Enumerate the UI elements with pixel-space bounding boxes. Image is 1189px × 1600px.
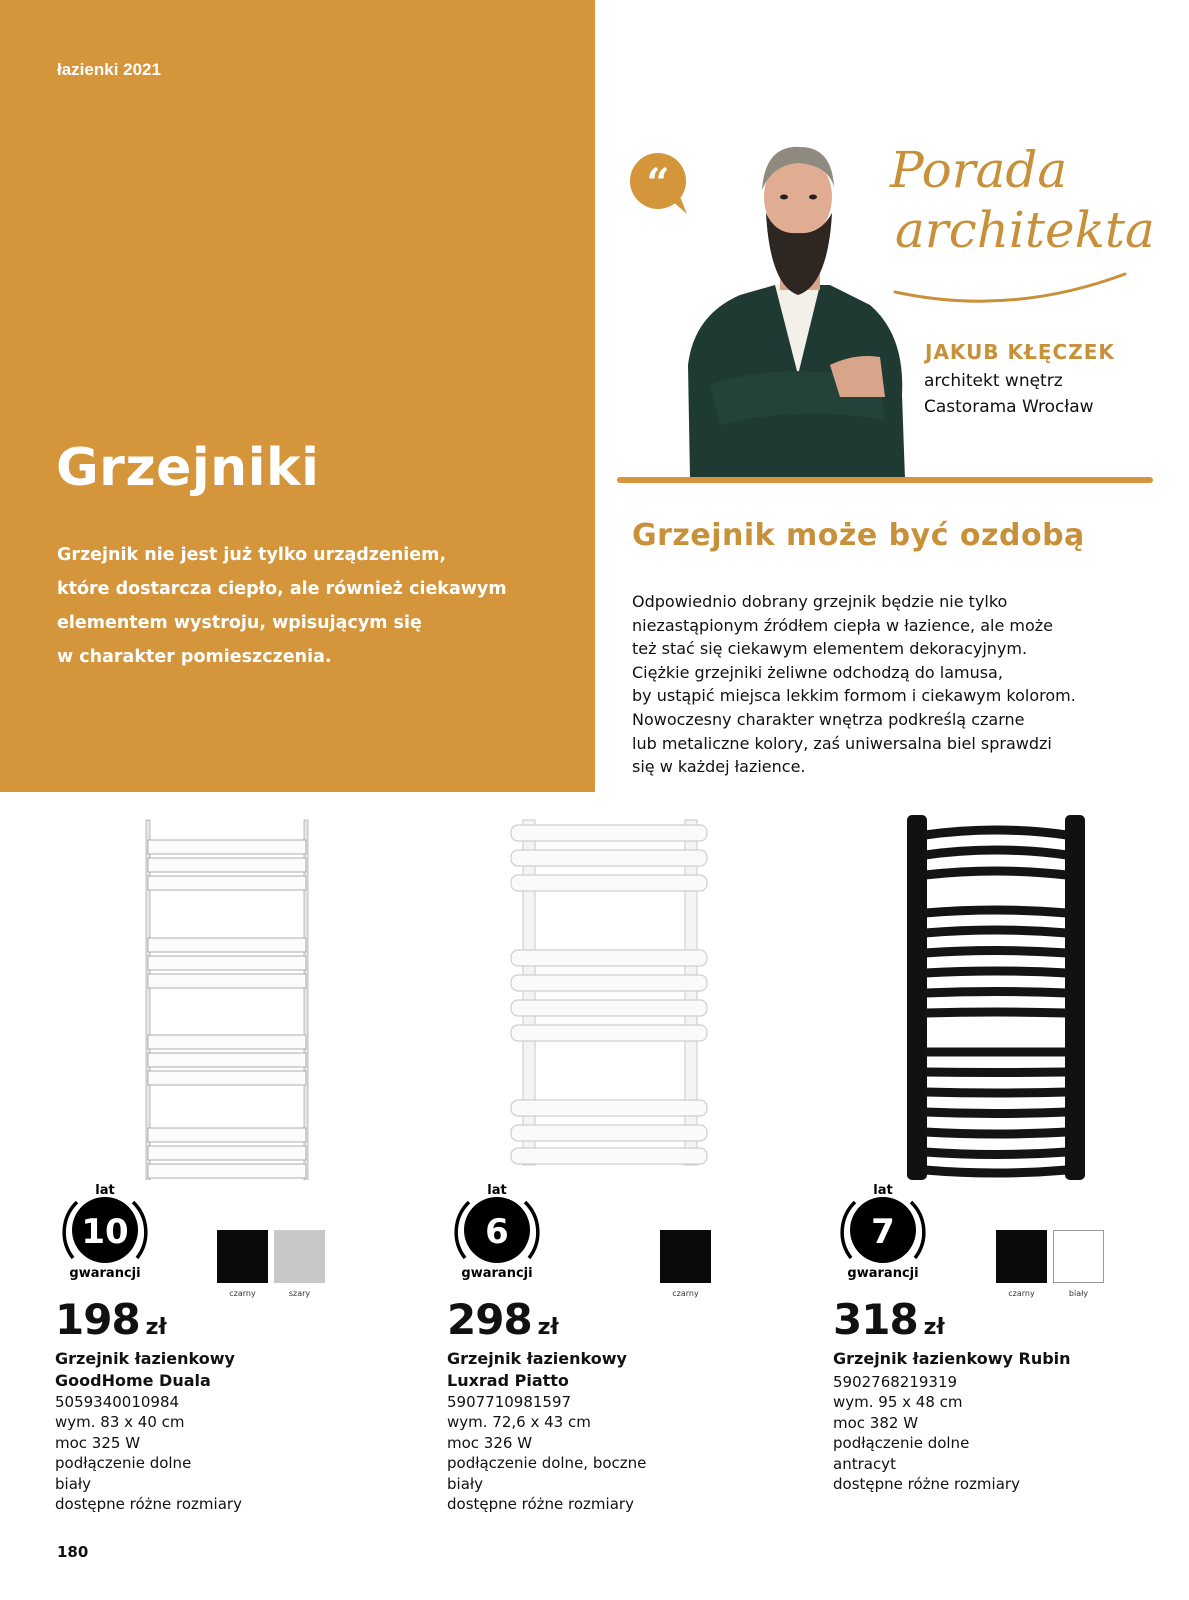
swatch-chip [1053,1230,1104,1283]
product-color: antracyt [833,1454,896,1473]
hero-panel [0,0,595,792]
product-name-line: Grzejnik łazienkowy [55,1349,235,1368]
product-name [833,1348,1071,1370]
radiator-image-goodhome-duala [138,810,318,1180]
product-specs [833,1372,1020,1494]
tip-line: Ciężkie grzejniki żeliwne odchodzą do lamusa, [632,662,1003,682]
svg-text:gwarancji: gwarancji [847,1266,919,1280]
swatch-chip [274,1230,325,1283]
product-name-line: GoodHome Duala [55,1371,211,1390]
product-ean: 5907710981597 [447,1393,572,1411]
architect-photo [680,135,910,479]
swatch-label: czarny [672,1289,699,1298]
price-currency: zł [537,1315,559,1340]
section-tag: łazienki 2021 [57,60,161,79]
architect-name: JAKUB KŁĘCZEK [925,340,1115,364]
hero-lead-line: Grzejnik nie jest już tylko urządzeniem, [57,545,447,565]
radiator-image-rubin [905,815,1095,1180]
product-name [55,1348,235,1392]
product-name-line: Grzejnik łazienkowy [447,1349,627,1368]
product-ean: 5902768219319 [833,1373,958,1391]
swatch-black[interactable] [660,1230,711,1298]
price-value: 318 [833,1295,918,1344]
advice-heading-line: architekta [895,201,1155,259]
price-value: 298 [447,1295,532,1344]
product-specs [55,1392,242,1514]
product-sizes: dostępne różne rozmiary [833,1475,1020,1494]
price-currency: zł [145,1315,167,1340]
product-power: moc 382 W [833,1413,919,1432]
svg-text:lat: lat [487,1183,507,1198]
advice-heading-line: Porada [890,141,1068,199]
swatch-chip [996,1230,1047,1283]
warranty-badge-icon [55,1180,155,1280]
product-name-line: Grzejnik łazienkowy Rubin [833,1349,1071,1368]
product-connection: podłączenie dolne [55,1454,192,1473]
product-price [833,1295,945,1350]
color-swatches [996,1230,1104,1298]
product-dimensions: wym. 72,6 x 43 cm [447,1413,591,1432]
hero-lead-line: które dostarcza ciepło, ale również ciekawym [57,579,507,599]
svg-text:lat: lat [873,1183,893,1198]
tip-line: Odpowiednio dobrany grzejnik będzie nie tylko [632,592,1008,611]
architect-role: architekt wnętrz [924,371,1063,391]
product-price [447,1295,559,1350]
svg-text:“: “ [646,160,670,207]
product-dimensions: wym. 95 x 48 cm [833,1393,963,1412]
swatch-black[interactable] [217,1230,268,1298]
tip-line: się w każdej łazience. [632,757,806,777]
product-sizes: dostępne różne rozmiary [447,1495,634,1514]
swatch-chip [217,1230,268,1283]
product-connection: podłączenie dolne, boczne [447,1454,647,1473]
product-price [55,1295,167,1350]
swatch-label: biały [1068,1289,1089,1298]
swoosh-decoration [890,262,1130,312]
product-ean: 5059340010984 [55,1393,180,1411]
hero-lead-line: elementem wystroju, wpisującym się [57,613,422,633]
swatch-label: czarny [1008,1289,1035,1298]
color-swatches [217,1230,325,1298]
product-power: moc 325 W [55,1433,141,1452]
radiator-image-luxrad-piatto [505,810,715,1170]
swatch-chip [660,1230,711,1283]
product-sizes: dostępne różne rozmiary [55,1495,242,1514]
tip-body [632,590,1152,779]
tip-line: Nowoczesny charakter wnętrza podkreślą czarne [632,709,1025,729]
product-connection: podłączenie dolne [833,1434,970,1453]
tip-line: lub metaliczne kolory, zaś uniwersalna biel sprawdzi [632,733,1052,753]
swatch-white[interactable] [1053,1230,1104,1298]
product-name-line: Luxrad Piatto [447,1371,569,1390]
svg-text:6: 6 [485,1212,509,1252]
svg-text:gwarancji: gwarancji [69,1266,141,1280]
advice-heading [880,140,1160,260]
architect-location: Castorama Wrocław [924,397,1094,417]
hero-lead [57,538,577,674]
price-currency: zł [923,1315,945,1340]
product-color: biały [447,1474,484,1493]
swatch-black[interactable] [996,1230,1047,1298]
product-power: moc 326 W [447,1433,533,1452]
product-color: biały [55,1474,92,1493]
product-specs [447,1392,646,1514]
swatch-label: szary [288,1289,311,1298]
tip-title: Grzejnik może być ozdobą [632,518,1085,553]
tip-line: też stać się ciekawym elementem dekoracyjnym. [632,639,1028,659]
svg-text:lat: lat [95,1183,115,1198]
warranty-badge-icon [833,1180,933,1280]
svg-text:7: 7 [871,1212,895,1252]
product-dimensions: wym. 83 x 40 cm [55,1413,185,1432]
hero-lead-line: w charakter pomieszczenia. [57,647,332,667]
tip-line: by ustąpić miejsca lekkim formom i ciekawym kolorom. [632,686,1076,706]
price-value: 198 [55,1295,140,1344]
swatch-label: czarny [229,1289,256,1298]
tip-line: niezastąpionym źródłem ciepła w łazience, ale może [632,615,1053,635]
page-number: 180 [57,1543,89,1561]
warranty-badge-icon [447,1180,547,1280]
page-title: Grzejniki [56,438,320,498]
color-swatches [660,1230,711,1298]
svg-text:gwarancji: gwarancji [461,1266,533,1280]
architect-info [924,368,1094,420]
swatch-grey[interactable] [274,1230,325,1298]
svg-text:10: 10 [81,1212,129,1252]
divider [617,477,1153,483]
product-name [447,1348,627,1392]
